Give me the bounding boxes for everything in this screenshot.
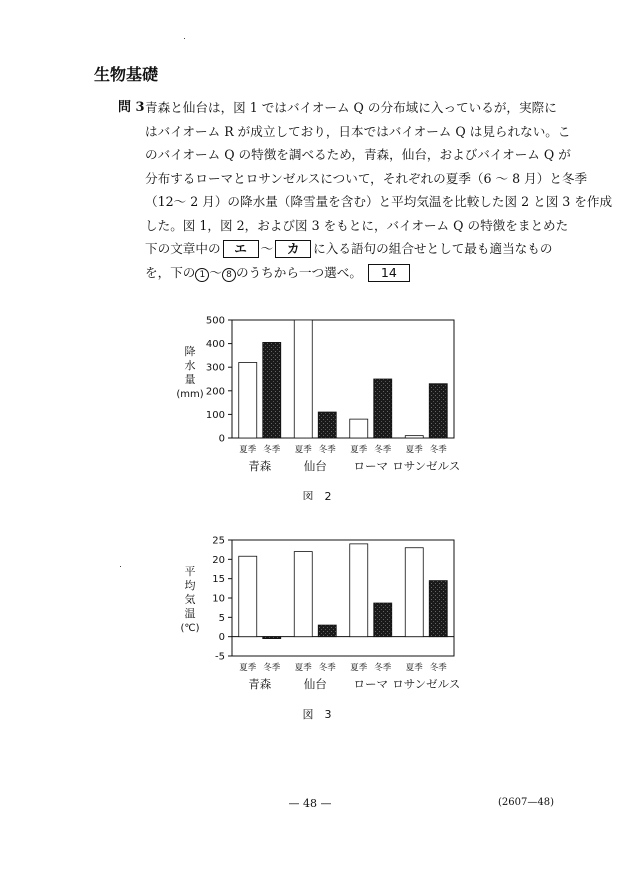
category-label: 青森 — [248, 677, 272, 691]
category-label: ロサンゼルス — [392, 459, 461, 473]
y-tick-label: 10 — [212, 593, 225, 605]
y-tick-label: 15 — [212, 574, 225, 586]
blank-ka-box: カ — [275, 240, 311, 258]
winter-label: 冬季 — [374, 663, 392, 673]
question-line: はバイオーム R が成立しており，日本ではバイオーム Q は見られない。こ — [145, 123, 571, 139]
summer-label: 夏季 — [294, 445, 312, 455]
winter-bar — [263, 342, 281, 438]
winter-label: 冬季 — [429, 445, 447, 455]
category-label: ローマ — [353, 459, 388, 473]
summer-label: 夏季 — [405, 663, 423, 673]
y-tick-label: 0 — [218, 433, 225, 445]
y-axis-unit: (℃) — [180, 623, 200, 634]
summer-label: 夏季 — [239, 663, 257, 673]
winter-bar — [318, 625, 336, 637]
question-line: （12～ 2 月）の降水量（降雪量を含む）と平均気温を比較した図 2 と図 3 を作成 — [145, 194, 613, 209]
figure-caption: 図 3 — [302, 708, 332, 721]
question-label: 問 3 — [118, 100, 145, 115]
question-body — [145, 96, 613, 284]
winter-bar — [429, 384, 447, 438]
page-code: (2607—48) — [498, 797, 554, 808]
y-tick-label: 0 — [218, 632, 225, 644]
text-segment: のうちから一つ選べ。 — [235, 264, 362, 280]
tilde: ～ — [260, 241, 274, 256]
winter-bar — [429, 581, 447, 637]
summer-bar — [350, 544, 368, 637]
y-axis-unit: (mm) — [176, 389, 204, 400]
section-title: 生物基礎 — [94, 65, 159, 84]
text-segment: に入る語句の組合せとして最も適当なもの — [313, 241, 553, 256]
summer-bar — [294, 320, 312, 438]
precipitation-chart — [170, 310, 490, 500]
y-tick-label: 400 — [205, 339, 225, 351]
text-segment: を，下の — [145, 264, 196, 280]
category-label: 青森 — [248, 459, 272, 473]
category-label: ロサンゼルス — [392, 677, 461, 691]
y-axis-label-char: 温 — [184, 607, 196, 620]
y-tick-label: -5 — [215, 651, 225, 663]
scan-speck — [184, 38, 185, 39]
y-tick-label: 25 — [212, 535, 225, 547]
summer-label: 夏季 — [294, 663, 312, 673]
summer-bar — [239, 556, 257, 636]
question-line: 青森と仙台は，図 1 ではバイオーム Q の分布域に入っているが，実際に — [145, 100, 557, 115]
y-tick-label: 500 — [205, 315, 225, 327]
question-line: のバイオーム Q の特徴を調べるため，青森，仙台，およびバイオーム Q が — [145, 147, 571, 162]
winter-label: 冬季 — [318, 445, 336, 455]
winter-label: 冬季 — [374, 445, 392, 455]
tilde: ～ — [209, 264, 222, 280]
page-number: — 48 — — [288, 797, 332, 810]
y-axis-label-char: 降 — [184, 345, 196, 358]
winter-label: 冬季 — [429, 663, 447, 673]
question-line-8 — [145, 261, 565, 285]
summer-bar — [294, 552, 312, 637]
winter-bar — [374, 379, 392, 438]
y-axis-label-char: 水 — [184, 359, 196, 372]
question-line: 分布するローマとロサンゼルスについて，それぞれの夏季（6 ～ 8 月）と冬季 — [145, 170, 588, 186]
summer-bar — [405, 436, 423, 438]
y-tick-label: 5 — [218, 612, 225, 624]
winter-bar — [318, 412, 336, 438]
winter-bar — [263, 637, 281, 639]
category-label: ローマ — [353, 677, 388, 691]
y-tick-label: 300 — [205, 362, 225, 374]
question-line-7 — [145, 237, 565, 261]
y-tick-label: 20 — [212, 554, 225, 566]
y-axis-label-char: 平 — [184, 565, 196, 578]
y-axis-label-char: 量 — [184, 373, 196, 386]
temperature-chart — [170, 530, 490, 730]
y-axis-label-char: 均 — [184, 579, 196, 592]
summer-bar — [350, 419, 368, 438]
blank-e-box: エ — [223, 240, 259, 258]
category-label: 仙台 — [303, 677, 327, 691]
winter-bar — [374, 603, 392, 637]
scan-speck — [120, 566, 121, 567]
y-tick-label: 200 — [205, 386, 225, 398]
choice-first-circle: 1 — [195, 268, 209, 282]
choice-last-circle: 8 — [222, 268, 236, 282]
summer-label: 夏季 — [239, 445, 257, 455]
summer-bar — [405, 548, 423, 637]
category-label: 仙台 — [303, 459, 327, 473]
question-line: した。図 1，図 2，および図 3 をもとに，バイオーム Q の特徴をまとめた — [145, 217, 569, 233]
text-segment: 下の文章中の — [145, 241, 221, 256]
winter-label: 冬季 — [318, 663, 336, 673]
answer-number-box: 14 — [368, 264, 410, 282]
winter-label: 冬季 — [263, 663, 281, 673]
summer-bar — [239, 362, 257, 438]
y-tick-label: 100 — [205, 409, 225, 421]
y-axis-label-char: 気 — [184, 593, 196, 606]
summer-label: 夏季 — [350, 663, 368, 673]
figure-caption: 図 2 — [302, 490, 332, 500]
summer-label: 夏季 — [405, 445, 423, 455]
winter-label: 冬季 — [263, 445, 281, 455]
summer-label: 夏季 — [350, 445, 368, 455]
